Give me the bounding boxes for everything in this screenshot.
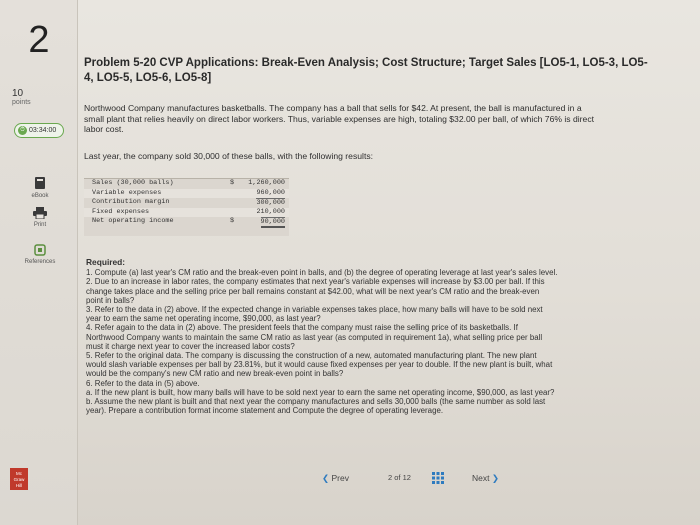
page-indicator xyxy=(388,473,411,482)
required-line: 5. Refer to the original data. The company is discussing the construction of a new, automated manufacturing plant. The new plant xyxy=(86,351,537,361)
clock-icon: ⏱ xyxy=(18,126,27,135)
income-statement xyxy=(84,178,289,236)
required-line: 6. Refer to the data in (5) above. xyxy=(86,378,200,388)
statement-amount: 1,260,000 xyxy=(248,179,285,187)
mcgraw-hill-logo xyxy=(10,468,28,490)
prev-label: Prev xyxy=(331,473,349,483)
timer-text: 03:34:00 xyxy=(29,127,57,134)
question-number: 2 xyxy=(28,19,50,61)
required-line: year). Prepare a contribution format income statement and Compute the degree of operating leverage. xyxy=(86,406,444,416)
references-button[interactable] xyxy=(20,244,60,265)
logo-line-2: Graw xyxy=(13,477,25,482)
statement-row xyxy=(84,179,289,189)
statement-amount: 90,000 xyxy=(260,218,285,226)
page-of: of xyxy=(394,473,401,482)
required-heading: Required: xyxy=(86,257,126,267)
statement-label: Variable expenses xyxy=(92,188,162,197)
next-button[interactable] xyxy=(472,473,499,484)
results-lead: Last year, the company sold 30,000 of these balls, with the following results: xyxy=(84,151,374,161)
required-line: point in balls? xyxy=(86,295,135,305)
required-line: 4. Refer again to the data in (2) above. The president feels that the company must raise the selling price of its basketballs. If xyxy=(86,323,518,333)
page-total: 12 xyxy=(402,473,411,482)
statement-label: Net operating income xyxy=(92,217,174,225)
page-current: 2 xyxy=(388,473,393,482)
problem-title xyxy=(84,56,674,86)
statement-amount: 300,000 xyxy=(256,199,285,207)
statement-label: Sales (30,000 balls) xyxy=(92,179,174,187)
references-label: References xyxy=(24,259,56,265)
ebook-icon xyxy=(34,176,46,190)
logo-line-1: Mc xyxy=(16,471,22,476)
required-line: would be the company's new CM ratio and new break-even point in balls? xyxy=(86,369,344,379)
required-line: a. If the new plant is built, how many balls will have to be sold next year to earn the same net operating income, $90,000, as last year? xyxy=(86,387,555,397)
printer-icon xyxy=(33,207,47,219)
chevron-right-icon: ❯ xyxy=(491,473,499,483)
references-icon xyxy=(34,244,46,256)
grid-icon[interactable] xyxy=(432,472,444,484)
statement-dollar: $ xyxy=(230,217,235,225)
prev-button[interactable] xyxy=(322,473,349,484)
required-line: 2. Due to an increase in labor rates, the company estimates that next year's variable expenses will increase by $3.00 per ball. If this xyxy=(86,277,545,287)
statement-label: Contribution margin xyxy=(92,198,170,206)
title-line-2: 4, LO5-5, LO5-6, LO5-8] xyxy=(84,72,212,84)
statement-amount: 210,000 xyxy=(256,207,285,216)
statement-row xyxy=(84,208,289,218)
ebook-label: eBook xyxy=(31,193,49,199)
points-value: 10 xyxy=(12,88,24,99)
required-line: change takes place and the selling price per ball remains constant at $42.00, what will be next year's CM ratio and the break-even xyxy=(86,286,540,296)
required-line: year to earn the same net operating income, $90,000, as last year? xyxy=(86,314,321,324)
print-button[interactable] xyxy=(20,207,60,228)
chevron-left-icon: ❮ xyxy=(322,473,330,483)
statement-label: Fixed expenses xyxy=(92,207,150,216)
intro-line-1: Northwood Company manufactures basketballs. The company has a ball that sells for $42. At present, the ball is manufactured in a xyxy=(84,103,582,113)
question-sidebar xyxy=(0,0,78,525)
timer-badge xyxy=(14,123,64,138)
logo-line-3: Hill xyxy=(15,483,23,488)
required-line: must it charge next year to cover the increased labor costs? xyxy=(86,341,295,351)
required-line: 1. Compute (a) last year's CM ratio and the break-even point in balls, and (b) the degree of operating leverage at last year's sales level. xyxy=(86,268,558,278)
intro-line-2: small plant that relies heavily on direct labor workers. Thus, variable expenses are high, totaling $32.00 per ball, of which 76% is direct xyxy=(84,113,595,124)
required-line: 3. Refer to the data in (2) above. If the expected change in variable expenses takes place, how many balls will have to be sold next xyxy=(86,305,543,315)
required-line: Northwood Company wants to maintain the same CM ratio as last year (as computed in requirement 1a), what selling price per ball xyxy=(86,332,543,342)
statement-dollar: $ xyxy=(230,179,235,187)
title-line-1: Problem 5-20 CVP Applications: Break-Even Analysis; Cost Structure; Target Sales [LO5-1, LO5-3, LO5- xyxy=(84,57,648,69)
required-line: would slash variable expenses per ball by 23.81%, but it would cause fixed expenses per year to double. If the new plant is built, what xyxy=(86,360,553,370)
next-label: Next xyxy=(472,473,490,483)
required-section xyxy=(86,258,676,415)
problem-intro xyxy=(84,103,674,135)
required-line: b. Assume the new plant is built and that next year the company manufactures and sells 30,000 balls (the same number as sold last xyxy=(86,397,546,407)
ebook-button[interactable] xyxy=(20,176,60,199)
intro-line-3: labor cost. xyxy=(84,124,124,134)
statement-row xyxy=(84,189,289,199)
question-navigation xyxy=(320,470,520,490)
statement-row xyxy=(84,198,289,208)
points-label: points xyxy=(12,99,31,106)
statement-row xyxy=(84,217,289,227)
print-label: Print xyxy=(33,222,47,228)
statement-amount: 960,000 xyxy=(256,188,285,197)
